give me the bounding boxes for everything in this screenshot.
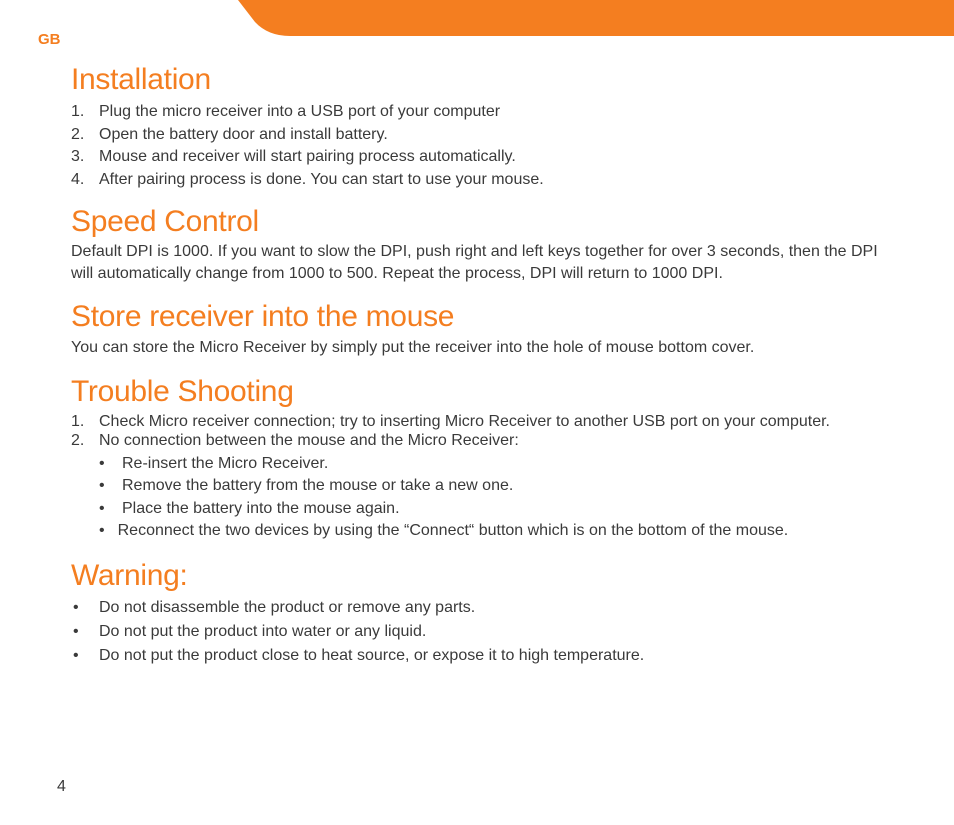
list-item: • Do not put the product close to heat source, or expose it to high temperature. bbox=[73, 646, 645, 664]
trouble-section bbox=[71, 374, 904, 543]
step-text: Check Micro receiver connection; try to inserting Micro Receiver to another USB port on your computer. bbox=[99, 413, 830, 430]
bullet-text: Do not put the product into water or any liquid. bbox=[99, 622, 427, 640]
bullet-text: Remove the battery from the mouse or take a new one. bbox=[122, 477, 514, 494]
list-item: 2. Open the battery door and install battery. bbox=[71, 125, 388, 143]
bullet-text: Do not disassemble the product or remove any parts. bbox=[99, 598, 476, 616]
step-text: No connection between the mouse and the Micro Receiver: bbox=[99, 432, 519, 449]
list-item: • Place the battery into the mouse again. bbox=[99, 499, 400, 517]
language-label: GB bbox=[38, 31, 61, 48]
store-section bbox=[71, 299, 904, 359]
bullet-text: Reconnect the two devices by using the “Connect“ button which is on the bottom of the mouse. bbox=[117, 522, 789, 539]
step-text: Mouse and receiver will start pairing process automatically. bbox=[99, 148, 516, 165]
trouble-substeps bbox=[71, 453, 904, 543]
speed-section bbox=[71, 204, 904, 285]
list-item: 4. After pairing process is done. You can start to use your mouse. bbox=[71, 170, 544, 188]
speed-text: Default DPI is 1000. If you want to slow the DPI, push right and left keys together for over 3 seconds, then the DPI will automatically change from 1000 to 500. Repeat the process, DPI will return to 1000 DPI. bbox=[71, 243, 878, 282]
list-item: • Re-insert the Micro Receiver. bbox=[99, 454, 329, 472]
page-number: 4 bbox=[57, 778, 66, 795]
store-text: You can store the Micro Receiver by simply put the receiver into the hole of mouse bottom cover. bbox=[71, 339, 755, 356]
list-item: • Remove the battery from the mouse or take a new one. bbox=[99, 477, 514, 494]
orange-tab-shape bbox=[238, 0, 954, 36]
installation-heading: Installation bbox=[71, 63, 211, 96]
list-item: • Reconnect the two devices by using the “Connect“ button which is on the bottom of the mouse. bbox=[99, 522, 789, 539]
list-item: 1. Plug the micro receiver into a USB port of your computer bbox=[71, 103, 501, 120]
store-heading: Store receiver into the mouse bbox=[71, 300, 455, 333]
manual-content bbox=[71, 62, 904, 668]
list-item: 1. Check Micro receiver connection; try to inserting Micro Receiver to another USB port on your computer. bbox=[71, 413, 830, 430]
bullet-text: Place the battery into the mouse again. bbox=[122, 499, 400, 517]
warning-list bbox=[43, 596, 904, 668]
step-text: Open the battery door and install battery. bbox=[99, 125, 388, 143]
warning-section bbox=[71, 558, 904, 668]
list-item: 3. Mouse and receiver will start pairing process automatically. bbox=[71, 148, 516, 165]
step-text: After pairing process is done. You can start to use your mouse. bbox=[99, 170, 544, 188]
list-item: • Do not disassemble the product or remove any parts. bbox=[73, 598, 476, 616]
bullet-text: Do not put the product close to heat source, or expose it to high temperature. bbox=[99, 646, 645, 664]
bullet-text: Re-insert the Micro Receiver. bbox=[122, 454, 329, 472]
header-banner bbox=[0, 0, 954, 40]
list-item: 2. No connection between the mouse and the Micro Receiver: bbox=[71, 432, 519, 449]
trouble-heading: Trouble Shooting bbox=[71, 375, 294, 408]
warning-heading: Warning: bbox=[71, 558, 188, 592]
step-text: Plug the micro receiver into a USB port of your computer bbox=[99, 103, 501, 120]
speed-heading: Speed Control bbox=[71, 205, 259, 238]
installation-steps bbox=[71, 101, 904, 191]
installation-section bbox=[71, 62, 904, 191]
trouble-steps bbox=[71, 413, 904, 453]
list-item: • Do not put the product into water or any liquid. bbox=[73, 622, 427, 640]
